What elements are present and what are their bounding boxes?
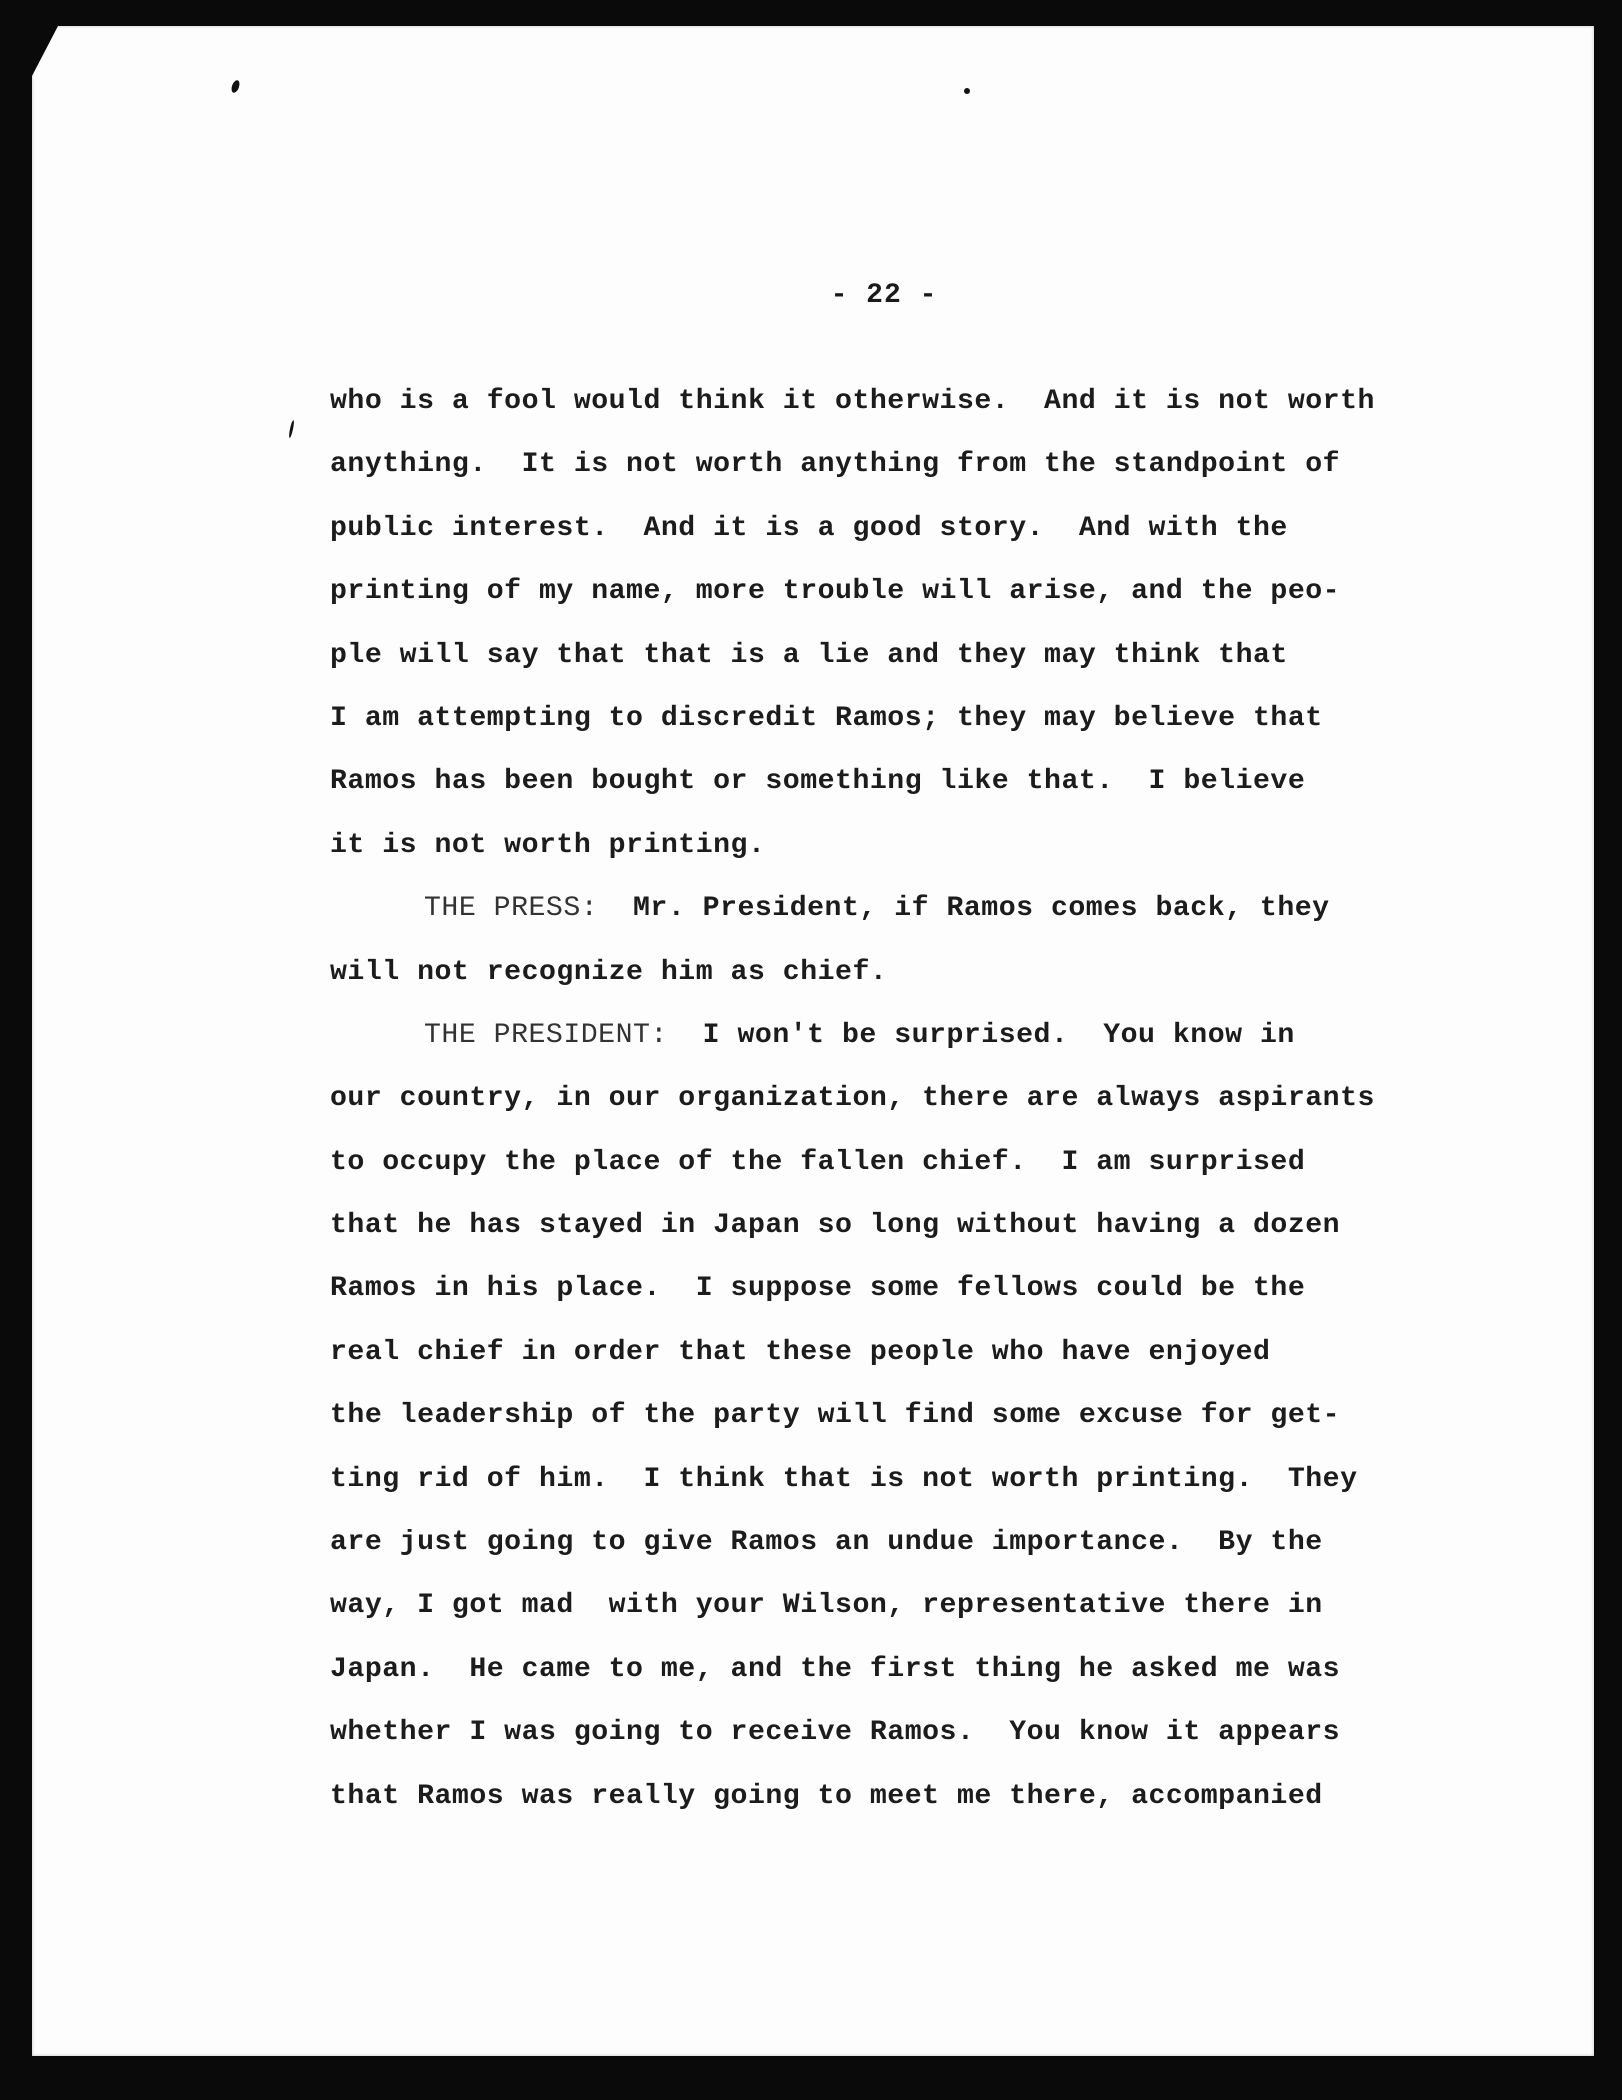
line-text: the leadership of the party will find some excuse for get- [330, 1400, 1341, 1432]
text-line [330, 433, 1530, 496]
text-line [330, 1257, 1530, 1320]
transcript-body [330, 370, 1530, 1828]
line-text: public interest. And it is a good story. And with the [330, 512, 1288, 544]
line-text: are just going to give Ramos an undue importance. By the [330, 1527, 1323, 1559]
text-line [330, 1511, 1530, 1574]
text-line [330, 1384, 1530, 1447]
text-line [330, 687, 1530, 750]
line-text: our country, in our organization, there are always aspirants [330, 1083, 1375, 1115]
text-line [330, 814, 1530, 877]
line-text: anything. It is not worth anything from the standpoint of [330, 449, 1341, 481]
text-line [330, 497, 1530, 560]
line-text: to occupy the place of the fallen chief. I am surprised [330, 1146, 1306, 1178]
line-text: I won't be surprised. You know in [667, 1019, 1295, 1051]
line-text: ting rid of him. I think that is not worth printing. They [330, 1463, 1358, 1495]
line-text: Mr. President, if Ramos comes back, they [598, 893, 1330, 925]
text-line [330, 1448, 1530, 1511]
text-line [330, 877, 1530, 940]
corner-fold [32, 26, 58, 76]
line-text: whether I was going to receive Ramos. You know it appears [330, 1717, 1341, 1749]
line-text: who is a fool would think it otherwise. And it is not worth [330, 386, 1375, 417]
line-text: real chief in order that these people who have enjoyed [330, 1336, 1271, 1368]
line-text: Japan. He came to me, and the first thing he asked me was [330, 1653, 1341, 1685]
line-text: it is not worth printing. [330, 829, 766, 861]
text-line [330, 370, 1530, 433]
line-text: that Ramos was really going to meet me there, accompanied [330, 1780, 1323, 1812]
line-text: printing of my name, more trouble will arise, and the peo- [330, 576, 1341, 608]
text-line [330, 1067, 1530, 1130]
text-line [330, 1131, 1530, 1194]
ink-speck [964, 88, 970, 94]
text-line [330, 1701, 1530, 1764]
speaker-label: THE PRESIDENT: [424, 1019, 668, 1051]
text-line [330, 1194, 1530, 1257]
line-text: I am attempting to discredit Ramos; they may believe that [330, 702, 1323, 734]
text-line [330, 1321, 1530, 1384]
text-line [330, 560, 1530, 623]
line-text: way, I got mad with your Wilson, representative there in [330, 1590, 1323, 1622]
text-line [330, 624, 1530, 687]
line-text: Ramos has been bought or something like that. I believe [330, 766, 1306, 798]
text-line [330, 1574, 1530, 1637]
line-text: ple will say that that is a lie and they may think that [330, 639, 1288, 671]
speaker-label: THE PRESS: [424, 893, 599, 925]
line-text: Ramos in his place. I suppose some fellows could be the [330, 1273, 1306, 1305]
text-line [330, 941, 1530, 1004]
text-line [330, 1638, 1530, 1701]
text-line [330, 1765, 1530, 1828]
text-line [330, 1004, 1530, 1067]
text-line [330, 750, 1530, 813]
line-text: will not recognize him as chief. [330, 956, 888, 988]
line-text: that he has stayed in Japan so long without having a dozen [330, 1210, 1341, 1242]
page-number: - 22 - [830, 280, 938, 311]
